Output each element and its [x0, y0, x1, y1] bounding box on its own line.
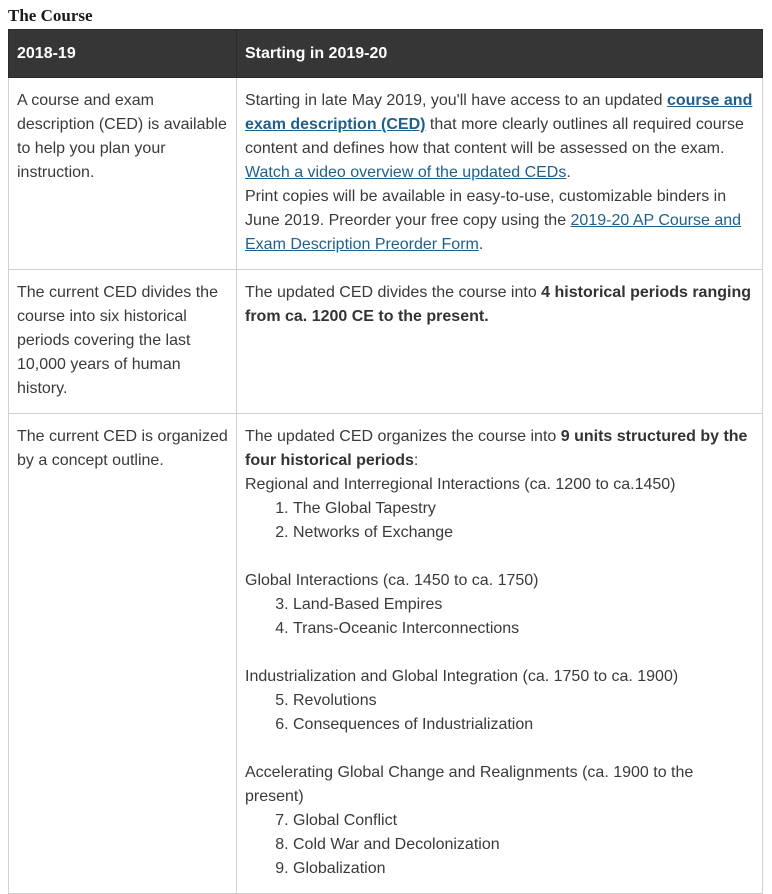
cell-text: .: [566, 164, 571, 181]
unit-item: 6. Consequences of Industrialization: [293, 713, 754, 737]
unit-group: [245, 473, 754, 545]
unit-group: [245, 761, 754, 881]
cell-text: :: [413, 452, 419, 469]
column-header-2018-19: 2018-19: [9, 30, 237, 78]
unit-group: [245, 665, 754, 737]
cell-text: The updated CED divides the course into: [245, 284, 542, 301]
cell-2019-ced: [237, 78, 763, 270]
units-highlight: 9 units structured by the four historical periods: [245, 428, 748, 469]
cell-2019-periods: [237, 270, 763, 414]
cell-2018-periods: The current CED divides the course into six historical periods covering the last 10,000 years of human history.: [9, 270, 237, 414]
unit-item: 2. Networks of Exchange: [293, 521, 754, 545]
cell-2018-ced: A course and exam description (CED) is available to help you plan your instruction.: [9, 78, 237, 270]
column-header-2019-20: Starting in 2019-20: [237, 30, 763, 78]
unit-item: 4. Trans-Oceanic Interconnections: [293, 617, 754, 641]
periods-highlight: 4 historical periods ranging from ca. 1200 CE to the present.: [245, 284, 751, 325]
cell-2018-outline: The current CED is organized by a concept outline.: [9, 414, 237, 894]
unit-list: [245, 689, 754, 737]
page-title: The Course: [8, 6, 93, 25]
table-row: [9, 414, 763, 894]
unit-list: [245, 593, 754, 641]
header-row: [9, 30, 763, 78]
video-overview-link[interactable]: Watch a video overview of the updated CEDs: [245, 164, 567, 181]
period-heading: Global Interactions (ca. 1450 to ca. 1750): [245, 572, 539, 589]
cell-2019-units: [237, 414, 763, 894]
ced-link[interactable]: course and exam description (CED): [245, 92, 753, 133]
unit-groups: [245, 473, 754, 881]
period-heading: Accelerating Global Change and Realignments (ca. 1900 to the present): [245, 764, 694, 805]
cell-text: that more clearly outlines all required course content and defines how that content will be assessed on the exam.: [245, 116, 744, 157]
unit-list: [245, 497, 754, 545]
period-heading: Regional and Interregional Interactions (ca. 1200 to ca.1450): [245, 476, 676, 493]
cell-text: The updated CED organizes the course into: [245, 428, 561, 445]
preorder-form-link[interactable]: 2019-20 AP Course and Exam Description Preorder Form: [245, 212, 742, 253]
unit-item: 5. Revolutions: [293, 689, 754, 713]
unit-item: 9. Globalization: [293, 857, 754, 881]
unit-item: 3. Land-Based Empires: [293, 593, 754, 617]
unit-group: [245, 569, 754, 641]
cell-text: Print copies will be available in easy-to-use, customizable binders in June 2019. Preorder your free copy using the: [245, 188, 727, 229]
cell-text: Starting in late May 2019, you'll have access to an updated: [245, 92, 667, 109]
period-heading: Industrialization and Global Integration (ca. 1750 to ca. 1900): [245, 668, 679, 685]
unit-item: 8. Cold War and Decolonization: [293, 833, 754, 857]
unit-item: 7. Global Conflict: [293, 809, 754, 833]
unit-list: [245, 809, 754, 881]
table-row: [9, 78, 763, 270]
unit-item: 1. The Global Tapestry: [293, 497, 754, 521]
table-row: [9, 270, 763, 414]
cell-text: .: [478, 236, 484, 253]
comparison-table: [8, 29, 763, 894]
